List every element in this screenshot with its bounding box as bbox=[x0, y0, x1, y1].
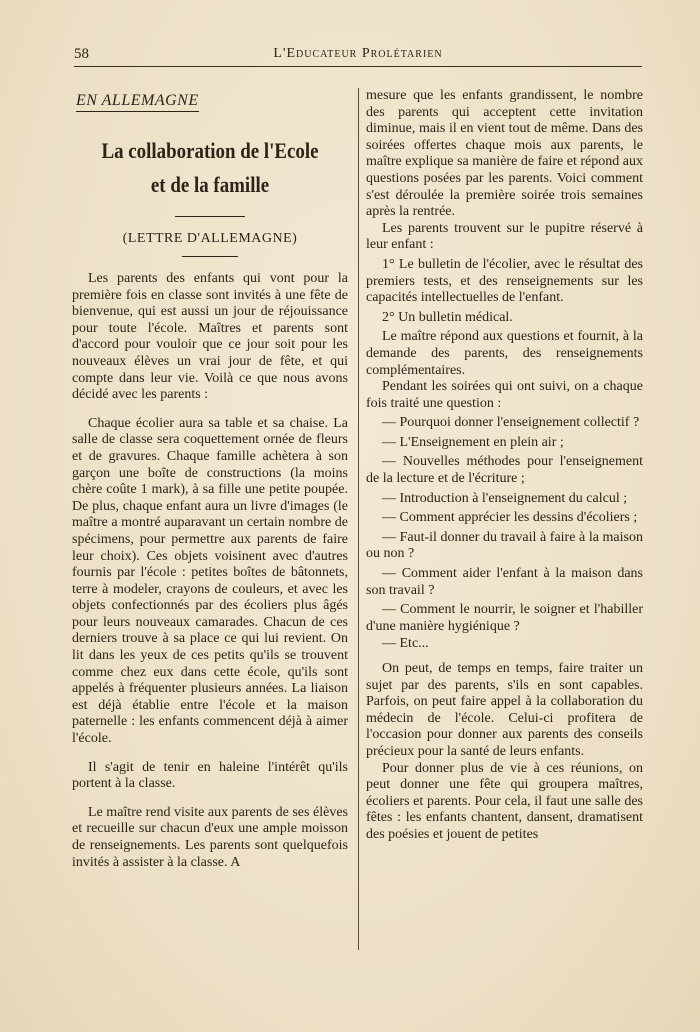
article-title-line-2: et de la famille bbox=[150, 172, 270, 197]
list-item: — Faut-il donner du travail à faire à la maison ou non ? bbox=[366, 529, 643, 562]
list-item: — Pourquoi donner l'enseignement collectif ? bbox=[382, 415, 640, 431]
subtitle-rule bbox=[182, 256, 238, 257]
paragraph: Les parents trouvent sur le pupitre réservé à leur enfant : bbox=[366, 220, 643, 253]
article-title-line-1: La collaboration de l'Ecole bbox=[101, 138, 319, 163]
paragraph: On peut, de temps en temps, faire traiter un sujet par des parents, s'ils en sont capables. Parfois, on peut faire appel à la collaboration du médecin de l'école. Celui-ci profitera de l'occasion pour donner aux parents des conseils précieux pour la santé de leurs enfants. bbox=[366, 661, 643, 759]
paragraph: Le maître répond aux questions et fournit, à la demande des parents, des renseignements complémentaires. bbox=[366, 329, 643, 378]
paragraph: Chaque écolier aura sa table et sa chaise. La salle de classe sera coquettement ornée de fleurs et de gravures. Chaque famille achètera à son garçon une boîte de constructions (la moins chère coûte 1 mark), à sa fille une petite poupée. De plus, chaque enfant aura un livre d'images (le maître a montré auparavant un certain nombre de spécimens, pour permettre aux parents de faire leur choix). Ces objets voisinent avec d'autres fournis par l'école : petites boîtes de bâtonnets, terre à modeler, crayons de couleurs, et avec les objets confectionnés par des écoliers plus âgés pour leurs nouveaux camarades. Chacun de ces derniers trouve à sa place ce qui lui revient. On lit dans les yeux de ces petits qu'ils se trouvent comme chez eux dans cette école, qu'ils sont appelés à fréquenter plusieurs années. La liaison est déjà établie entre l'école et la maison paternelle : les enfants commencent déjà à aimer l'école. bbox=[72, 415, 348, 747]
paragraph: Pendant les soirées qui ont suivi, on a chaque fois traité une question : bbox=[366, 379, 643, 411]
paragraph: Pour donner plus de vie à ces réunions, on peut donner une fête qui groupera maîtres, écoliers et parents. Pour cela, il faut une salle des fêtes : les enfants chantent, dansent, dramatisent des poésies et jouent de petites bbox=[366, 760, 643, 842]
list-item: — Nouvelles méthodes pour l'enseignement de la lecture et de l'écriture ; bbox=[366, 454, 643, 487]
list-item: — Comment le nourrir, le soigner et l'habiller d'une manière hygiénique ? bbox=[366, 602, 643, 634]
running-header bbox=[74, 46, 642, 67]
paragraph: mesure que les enfants grandissent, le nombre des parents qui acceptent cette invitation diminue, mais il en vient tout de même. Dans des soirées offertes chaque mois aux parents, le maître explique sa manière de faire et répond aux questions posées par les parents. Voici comment s'est déroulée la première soirée trois semaines après la rentrée. bbox=[366, 88, 643, 220]
journal-title: L'Educateur Prolétarien bbox=[273, 46, 443, 61]
column-divider bbox=[358, 88, 359, 950]
list-item: — Introduction à l'enseignement du calcul ; bbox=[382, 490, 628, 506]
page-number: 58 bbox=[74, 46, 89, 62]
list-item: 2° Un bulletin médical. bbox=[382, 309, 513, 325]
list-item: — L'Enseignement en plein air ; bbox=[382, 434, 564, 450]
article-title bbox=[91, 134, 328, 202]
list-item: — Comment aider l'enfant à la maison dans son travail ? bbox=[366, 566, 643, 598]
title-rule bbox=[175, 216, 245, 217]
list-item: — Etc... bbox=[382, 636, 429, 652]
right-column bbox=[366, 88, 643, 844]
paragraph: Il s'agit de tenir en haleine l'intérêt qu'ils portent à la classe. bbox=[72, 759, 348, 792]
paragraph: Le maître rend visite aux parents de ses élèves et recueille sur chacun d'eux une ample moisson de renseignements. Les parents sont quelquefois invités à assister à la classe. A bbox=[72, 804, 348, 870]
paragraph: Les parents des enfants qui vont pour la première fois en classe sont invités à une fête de bienvenue, qui est aussi un jour de réjouissance pour toute l'école. Maîtres et parents sont d'accord pour vouloir que ce jour soit pour les nouveaux élèves un vrai jour de fête, et qui compte dans leur vie. Voilà ce que nous avons décidé avec les parents : bbox=[72, 271, 348, 403]
list-item: 1° Le bulletin de l'écolier, avec le résultat des premiers tests, et des renseignements sur les capacités intellectuelles de l'enfant. bbox=[366, 256, 643, 306]
left-column bbox=[72, 88, 348, 871]
list-item: — Comment apprécier les dessins d'écoliers ; bbox=[382, 510, 638, 526]
section-label: EN ALLEMAGNE bbox=[76, 92, 199, 112]
article-subtitle: (LETTRE D'ALLEMAGNE) bbox=[122, 231, 298, 246]
